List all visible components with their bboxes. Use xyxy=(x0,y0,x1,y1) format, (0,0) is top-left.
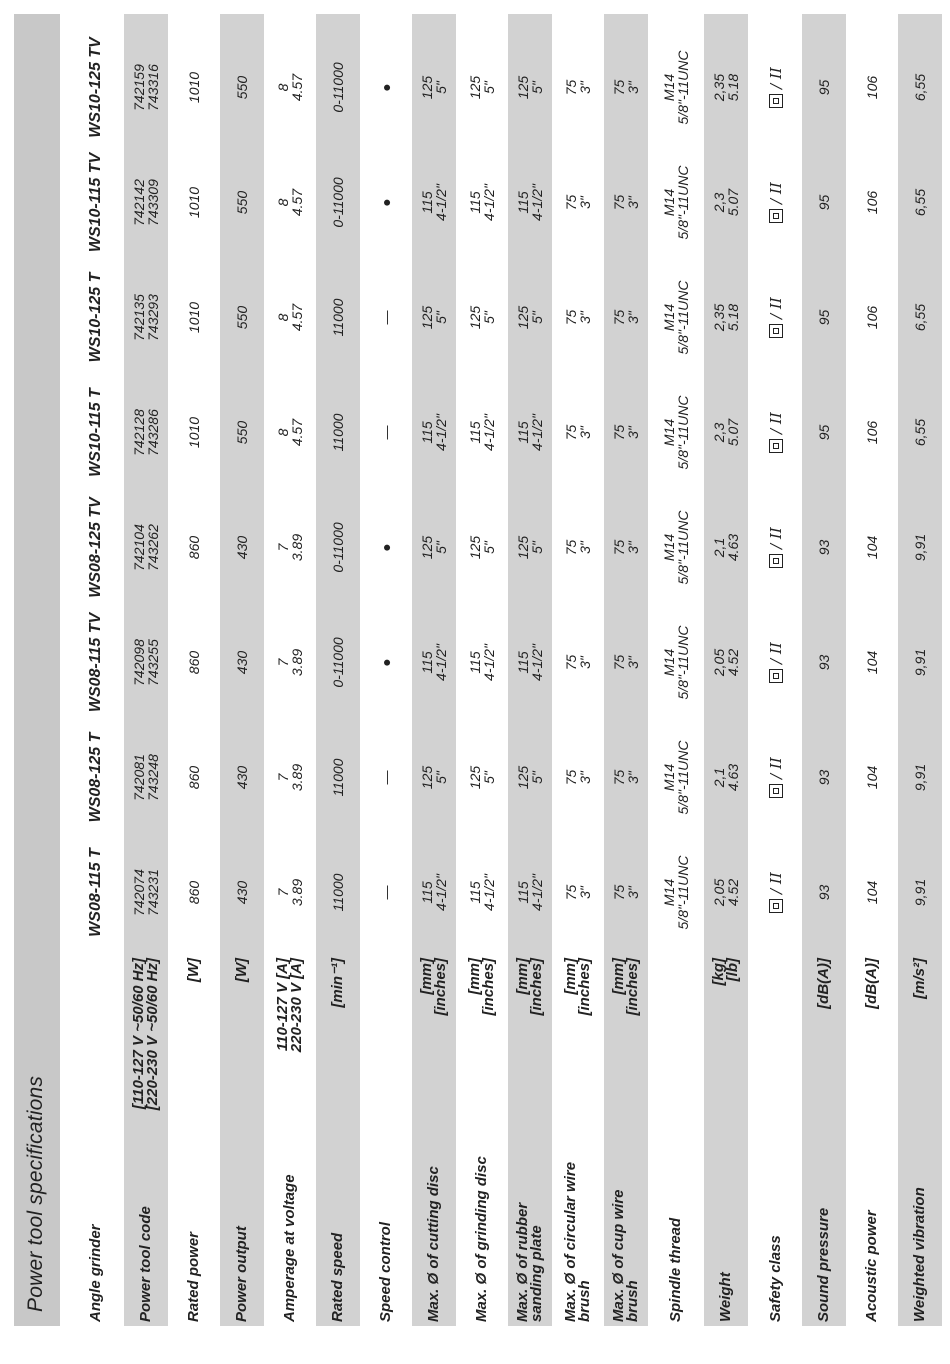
value-cell: 550 xyxy=(234,75,250,100)
value-cell: 106 xyxy=(864,75,880,100)
value-cell: 75 3" xyxy=(563,194,593,211)
row-label: Speed control xyxy=(377,1221,394,1322)
value-cell: 8 4.57 xyxy=(275,418,305,447)
value-cell: M14 5/8"-11UNC xyxy=(661,740,691,815)
value-cell: 742135 743293 xyxy=(131,294,161,341)
spec-row xyxy=(704,14,748,1326)
model-header: WS08-115 TV xyxy=(87,612,104,713)
row-label: Max. Ø of cup wire brush xyxy=(610,1189,641,1322)
row-unit: [mm] [inches] xyxy=(514,958,545,1016)
spec-row xyxy=(412,14,456,1326)
value-cell: 9,91 xyxy=(912,533,928,562)
row-label: Sound pressure xyxy=(815,1207,832,1322)
row-label: Max. Ø of cutting disc xyxy=(425,1166,442,1322)
value-cell: 106 xyxy=(864,420,880,445)
spec-row xyxy=(604,14,648,1326)
value-cell: M14 5/8"-11UNC xyxy=(661,855,691,930)
value-cell: 6,55 xyxy=(912,418,928,447)
value-cell: 430 xyxy=(234,765,250,790)
spec-row xyxy=(654,14,698,1326)
value-cell: 742081 743248 xyxy=(131,754,161,801)
value-cell: 75 3" xyxy=(611,194,641,211)
row-label: Acoustic power xyxy=(863,1210,880,1322)
value-cell: 550 xyxy=(234,420,250,445)
row-label: Max. Ø of circular wire brush xyxy=(562,1161,593,1322)
value-cell: 115 4-1/2" xyxy=(515,874,545,911)
value-cell: 93 xyxy=(816,654,832,671)
value-cell: 115 4-1/2" xyxy=(467,874,497,911)
value-cell: 115 4-1/2" xyxy=(515,414,545,451)
value-cell: 2,35 5.18 xyxy=(711,303,741,332)
value-cell: 9,91 xyxy=(912,763,928,792)
value-cell: 11000 xyxy=(330,758,346,797)
spec-table xyxy=(14,14,934,1326)
value-cell: 2,3 5.07 xyxy=(711,188,741,217)
row-label: Safety class xyxy=(767,1235,784,1322)
value-cell: 860 xyxy=(186,880,202,905)
value-cell: 75 3" xyxy=(611,769,641,786)
value-cell: 7 3.89 xyxy=(275,533,305,562)
row-label: Power tool code xyxy=(137,1206,154,1322)
value-cell: ● xyxy=(378,658,394,667)
value-cell: 860 xyxy=(186,535,202,560)
title-bar xyxy=(14,14,60,1326)
double-insulation-icon xyxy=(769,784,783,798)
value-cell: 742142 743309 xyxy=(131,179,161,226)
value-cell: 104 xyxy=(864,880,880,905)
spec-row xyxy=(220,14,264,1326)
value-cell: 9,91 xyxy=(912,878,928,907)
row-label: Spindle thread xyxy=(667,1217,684,1322)
value-cell: 115 4-1/2" xyxy=(419,644,449,681)
value-cell: 125 5" xyxy=(419,75,449,100)
value-cell: 75 3" xyxy=(611,309,641,326)
value-cell: 115 4-1/2" xyxy=(515,644,545,681)
value-cell: — xyxy=(378,770,394,785)
spec-row xyxy=(268,14,312,1326)
spec-row xyxy=(172,14,216,1326)
spec-row xyxy=(850,14,894,1326)
value-cell: 125 5" xyxy=(515,765,545,790)
value-cell: 860 xyxy=(186,650,202,675)
value-cell: 550 xyxy=(234,190,250,215)
double-insulation-icon xyxy=(769,669,783,683)
row-unit: [dB(A)] xyxy=(863,958,880,1009)
value-cell: 6,55 xyxy=(912,303,928,332)
value-cell: 0-11000 xyxy=(330,177,346,228)
value-cell: 7 3.89 xyxy=(275,878,305,907)
row-label: Weight xyxy=(717,1272,734,1322)
row-unit: [mm] [inches] xyxy=(466,958,497,1016)
value-cell: 1010 xyxy=(186,301,202,334)
row-unit: [kg] [lb] xyxy=(710,958,741,986)
value-cell: 2,3 5.07 xyxy=(711,418,741,447)
value-cell: 742104 743262 xyxy=(131,524,161,571)
value-cell: ● xyxy=(378,198,394,207)
value-cell: ● xyxy=(378,83,394,92)
value-cell: 7 3.89 xyxy=(275,648,305,677)
value-cell: 115 4-1/2" xyxy=(467,414,497,451)
model-header: WS08-125 TV xyxy=(87,497,104,598)
value-cell: 115 4-1/2" xyxy=(419,184,449,221)
page-title: Power tool specifications xyxy=(24,1075,47,1312)
value-cell: 75 3" xyxy=(563,309,593,326)
row-unit: [W] xyxy=(233,958,250,983)
row-label: Power output xyxy=(233,1226,250,1322)
spec-row xyxy=(754,14,798,1326)
value-cell: 2,05 4.52 xyxy=(711,648,741,677)
model-header: WS10-125 T xyxy=(87,272,104,363)
value-cell: — xyxy=(378,425,394,440)
value-cell: 115 4-1/2" xyxy=(419,874,449,911)
spec-row xyxy=(316,14,360,1326)
value-cell: 75 3" xyxy=(611,79,641,96)
value-cell: 93 xyxy=(816,769,832,786)
value-cell: / II xyxy=(754,144,798,261)
value-cell: M14 5/8"-11UNC xyxy=(661,50,691,125)
value-cell: 125 5" xyxy=(515,305,545,330)
value-cell: 75 3" xyxy=(563,769,593,786)
value-cell: 125 5" xyxy=(467,535,497,560)
value-cell: 11000 xyxy=(330,298,346,337)
value-cell: 860 xyxy=(186,765,202,790)
value-cell: 125 5" xyxy=(467,305,497,330)
row-unit: [min⁻¹] xyxy=(329,958,346,1008)
value-cell: 2,1 4.63 xyxy=(711,533,741,562)
row-label: Amperage at voltage xyxy=(281,1174,298,1322)
value-cell: 75 3" xyxy=(611,884,641,901)
value-cell: 106 xyxy=(864,305,880,330)
value-cell: 95 xyxy=(816,79,832,96)
value-cell: 75 3" xyxy=(563,539,593,556)
row-label: Rated speed xyxy=(329,1232,346,1322)
value-cell: / II xyxy=(754,834,798,951)
spec-row xyxy=(898,14,942,1326)
value-cell: 95 xyxy=(816,194,832,211)
value-cell: 104 xyxy=(864,535,880,560)
double-insulation-icon xyxy=(769,209,783,223)
row-unit: [W] xyxy=(185,958,202,983)
double-insulation-icon xyxy=(769,554,783,568)
value-cell: 7 3.89 xyxy=(275,763,305,792)
value-cell: 75 3" xyxy=(611,654,641,671)
spec-row xyxy=(460,14,504,1326)
value-cell: 75 3" xyxy=(611,539,641,556)
model-header: WS08-125 T xyxy=(87,732,104,823)
value-cell: / II xyxy=(754,259,798,376)
value-cell: 125 5" xyxy=(467,75,497,100)
row-label: Weighted vibration xyxy=(911,1187,928,1322)
value-cell: 6,55 xyxy=(912,73,928,102)
value-cell: — xyxy=(378,885,394,900)
value-cell: 0-11000 xyxy=(330,522,346,573)
double-insulation-icon xyxy=(769,94,783,108)
value-cell: 550 xyxy=(234,305,250,330)
value-cell: 125 5" xyxy=(419,765,449,790)
value-cell: 75 3" xyxy=(563,884,593,901)
value-cell: 11000 xyxy=(330,873,346,912)
value-cell: 95 xyxy=(816,309,832,326)
value-cell: 125 5" xyxy=(515,75,545,100)
value-cell: 742128 743286 xyxy=(131,409,161,456)
value-cell: 0-11000 xyxy=(330,637,346,688)
value-cell: M14 5/8"-11UNC xyxy=(661,280,691,355)
value-cell: 430 xyxy=(234,650,250,675)
model-header: WS10-115 TV xyxy=(87,152,104,253)
value-cell: 430 xyxy=(234,880,250,905)
value-cell: 742074 743231 xyxy=(131,869,161,916)
spec-row xyxy=(802,14,846,1326)
value-cell: 430 xyxy=(234,535,250,560)
value-cell: 2,35 5.18 xyxy=(711,73,741,102)
value-cell: 125 5" xyxy=(515,535,545,560)
value-cell: 106 xyxy=(864,190,880,215)
value-cell: 75 3" xyxy=(611,424,641,441)
spec-row xyxy=(364,14,408,1326)
value-cell: 0-11000 xyxy=(330,62,346,113)
row-unit: [mm] [inches] xyxy=(418,958,449,1016)
value-cell: M14 5/8"-11UNC xyxy=(661,510,691,585)
row-unit: [m/s²] xyxy=(911,958,928,999)
value-cell: 125 5" xyxy=(419,305,449,330)
value-cell: / II xyxy=(754,604,798,721)
value-cell: 115 4-1/2" xyxy=(515,184,545,221)
value-cell: 11000 xyxy=(330,413,346,452)
value-cell: 125 5" xyxy=(419,535,449,560)
value-cell: M14 5/8"-11UNC xyxy=(661,165,691,240)
value-cell: 742159 743316 xyxy=(131,64,161,111)
double-insulation-icon xyxy=(769,324,783,338)
value-cell: 93 xyxy=(816,539,832,556)
row-label: Max. Ø of rubber sanding plate xyxy=(514,1202,545,1322)
value-cell: M14 5/8"-11UNC xyxy=(661,395,691,470)
row-unit: 110-127 V [A] 220-230 V [A] xyxy=(274,958,305,1053)
value-cell: — xyxy=(378,310,394,325)
value-cell: 125 5" xyxy=(467,765,497,790)
row-unit: [mm] [inches] xyxy=(610,958,641,1016)
spec-row xyxy=(556,14,600,1326)
value-cell: 6,55 xyxy=(912,188,928,217)
row-label: Max. Ø of grinding disc xyxy=(473,1156,490,1322)
value-cell: 9,91 xyxy=(912,648,928,677)
value-cell: / II xyxy=(754,489,798,606)
row-label: Angle grinder xyxy=(87,1224,104,1322)
model-header: WS10-125 TV xyxy=(87,37,104,138)
value-cell: 93 xyxy=(816,884,832,901)
value-cell: 742098 743255 xyxy=(131,639,161,686)
spec-row xyxy=(508,14,552,1326)
value-cell: 1010 xyxy=(186,186,202,219)
value-cell: 8 4.57 xyxy=(275,188,305,217)
value-cell: 2,1 4.63 xyxy=(711,763,741,792)
row-unit: [110-127 V ~50/60 Hz] [220-230 V ~50/60 Hz] xyxy=(130,958,161,1111)
model-header: WS10-115 T xyxy=(87,388,104,477)
value-cell: ● xyxy=(378,543,394,552)
value-cell: 115 4-1/2" xyxy=(419,414,449,451)
row-unit: [dB(A)] xyxy=(815,958,832,1009)
value-cell: 75 3" xyxy=(563,79,593,96)
value-cell: 1010 xyxy=(186,71,202,104)
value-cell: / II xyxy=(754,29,798,146)
value-cell: 1010 xyxy=(186,416,202,449)
value-cell: / II xyxy=(754,374,798,491)
value-cell: 115 4-1/2" xyxy=(467,184,497,221)
value-cell: 104 xyxy=(864,650,880,675)
value-cell: 104 xyxy=(864,765,880,790)
value-cell: 75 3" xyxy=(563,424,593,441)
value-cell: 8 4.57 xyxy=(275,303,305,332)
value-cell: 95 xyxy=(816,424,832,441)
double-insulation-icon xyxy=(769,439,783,453)
value-cell: M14 5/8"-11UNC xyxy=(661,625,691,700)
model-header: WS08-115 T xyxy=(87,848,104,937)
value-cell: 75 3" xyxy=(563,654,593,671)
row-label: Rated power xyxy=(185,1231,202,1322)
spec-row xyxy=(124,14,168,1326)
value-cell: / II xyxy=(754,719,798,836)
double-insulation-icon xyxy=(769,899,783,913)
value-cell: 8 4.57 xyxy=(275,73,305,102)
spec-row xyxy=(74,14,118,1326)
value-cell: 115 4-1/2" xyxy=(467,644,497,681)
row-unit: [mm] [inches] xyxy=(562,958,593,1016)
value-cell: 2,05 4.52 xyxy=(711,878,741,907)
